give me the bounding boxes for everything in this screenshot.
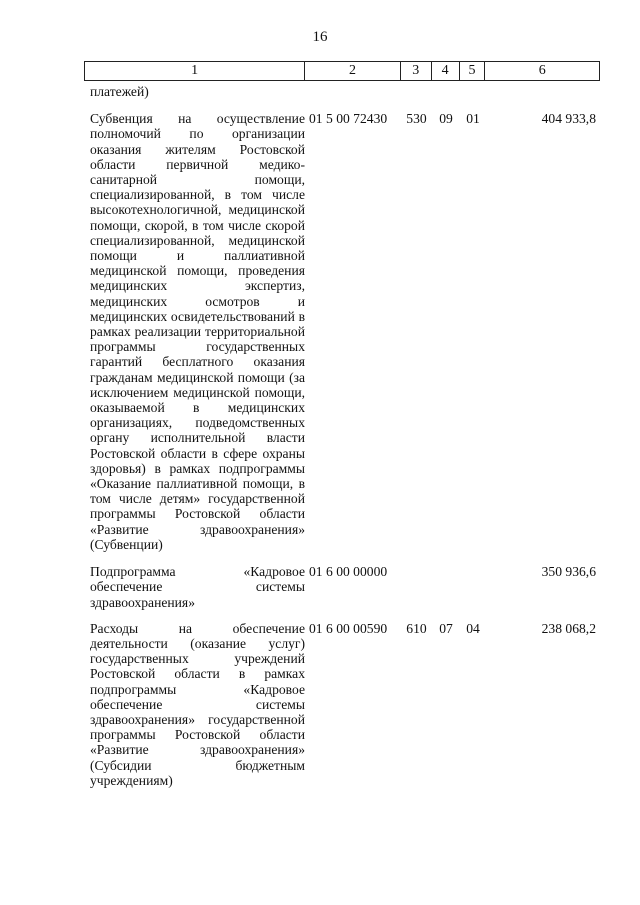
table-row: [84, 621, 600, 788]
table-row: [84, 111, 600, 552]
header-col-6: 6: [538, 63, 546, 78]
page-number: 16: [312, 29, 328, 45]
row-amount: 350 936,6: [541, 564, 596, 580]
header-col-3: 3: [401, 62, 432, 80]
row-code: [305, 84, 401, 99]
row-subsection: 04: [466, 620, 480, 636]
row-description: платежей): [90, 84, 149, 99]
header-col-1: 1: [85, 62, 305, 80]
row-section: 07: [439, 620, 453, 636]
row-subsection: 01: [466, 111, 480, 127]
row-amount: [486, 84, 600, 99]
header-col-2: 2: [305, 62, 401, 80]
table-row: [84, 84, 600, 99]
header-col-5: 5: [460, 62, 486, 80]
row-expense-type: [401, 84, 432, 99]
table-row: [84, 564, 600, 610]
row-amount: 238 068,2: [541, 620, 596, 636]
row-code: 01 5 00 72430: [309, 111, 388, 127]
row-expense-type: [401, 564, 432, 610]
row-section: [432, 564, 460, 610]
row-description: Расходы на обеспечение деятельности (оказание услуг) государственных учреждений Ростовской области в рамках подпрограммы «Кадровое обеспечение системы здравоохранения» государственной программы Ростовской области «Развитие здравоохранения» (Субсидии бюджетным учреждениям): [90, 620, 305, 788]
row-expense-type: 530: [406, 111, 427, 127]
row-subsection: [460, 564, 486, 610]
row-subsection: [460, 84, 486, 99]
row-code: 01 6 00 00590: [309, 620, 388, 636]
table-body: [84, 84, 600, 788]
row-code: 01 6 00 00000: [309, 564, 388, 580]
table-header: [84, 61, 600, 81]
row-expense-type: 610: [406, 620, 427, 636]
row-description: Подпрограмма «Кадровое обеспечение системы здравоохранения»: [90, 564, 305, 610]
row-description: Субвенция на осуществление полномочий по организации оказания жителям Ростовской области первичной медико-санитарной помощи, специализированной, в том числе высокотехнологичной, медицинской помощи, скорой, в том числе скорой специализированной, медицинской помощи и паллиативной медицинской помощи, проведения медицинских экспертиз, медицинских осмотров и медицинских освидетельствований в рамках реализации территориальной программы государственных гарантий бесплатного оказания гражданам медицинской помощи (за исключением медицинской помощи, оказываемой в медицинских организациях, подведомственных органу исполнительной власти Ростовской области в сфере охраны здоровья) в рамках подпрограммы «Оказание паллиативной помощи, в том числе детям» государственной программы Ростовской области «Развитие здравоохранения» (Субвенции): [90, 111, 305, 552]
row-section: [432, 84, 460, 99]
row-amount: 404 933,8: [541, 111, 596, 127]
row-section: 09: [439, 111, 453, 127]
header-col-4: 4: [432, 62, 460, 80]
